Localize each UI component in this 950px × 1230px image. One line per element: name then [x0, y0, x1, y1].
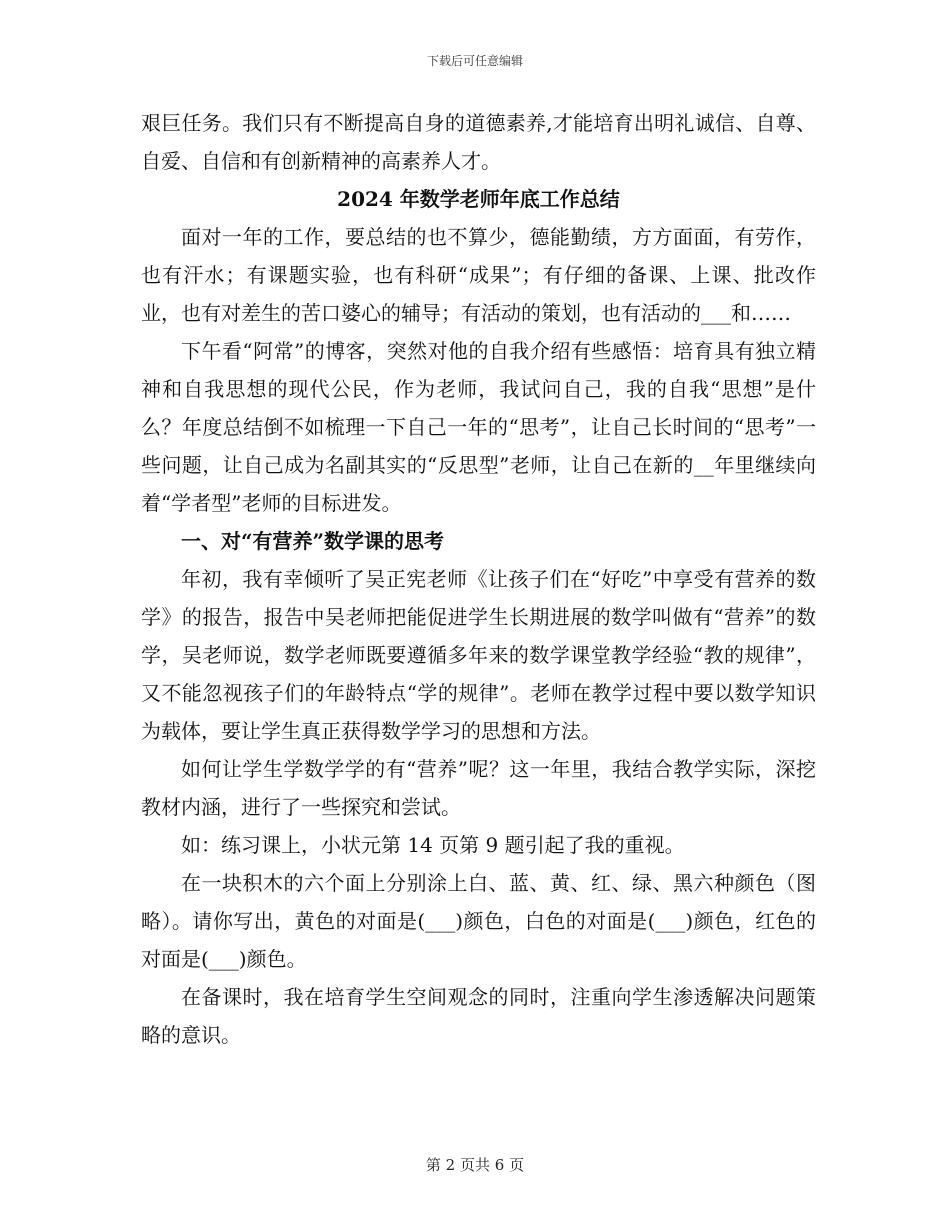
document-body — [141, 104, 816, 1054]
section-heading: 一、对“有营养”数学课的思考 — [181, 529, 445, 553]
paragraph: 年初，我有幸倾听了吴正宪老师《让孩子们在“好吃”中享受有营养的数学》的报告，报告中吴老师把能促进学生长期进展的数学叫做有“营养”的数学，吴老师说，数学老师既要遵循多年来的数学课堂教学经验“教的规律”，又不能忽视孩子们的年龄特点“学的规律”。老师在教学过程中要以数学知识为载体，要让学生真正获得数学学习的思想和方法。 — [141, 567, 816, 743]
paragraph: 下午看“阿常”的博客，突然对他的自我介绍有些感悟：培育具有独立精神和自我思想的现代公民，作为老师，我试问自己，我的自我“思想”是什么？年度总结倒不如梳理一下自己一年的“思考”，让自己长时间的“思考”一些问题，让自己成为名副其实的“反思型”老师，让自己在新的__年里继续向着“学者型”老师的目标进发。 — [141, 339, 816, 515]
paragraph: 如：练习课上，小状元第 14 页第 9 题引起了我的重视。 — [181, 833, 685, 857]
page-footer: 第 2 页共 6 页 — [425, 1156, 525, 1174]
document-title: 2024 年数学老师年底工作总结 — [337, 187, 620, 211]
paragraph: 在一块积木的六个面上分别涂上白、蓝、黄、红、绿、黑六种颜色（图略）。请你写出，黄色的对面是(___)颜色，白色的对面是(___)颜色，红色的对面是(___)颜色。 — [141, 871, 816, 971]
paragraph: 在备课时，我在培育学生空间观念的同时，注重向学生渗透解决问题策略的意识。 — [141, 985, 816, 1047]
paragraph-continuation: 艰巨任务。我们只有不断提高自身的道德素养,才能培育出明礼诚信、自尊、自爱、自信和有创新精神的高素养人才。 — [141, 111, 816, 173]
paragraph: 如何让学生学数学学的有“营养”呢？这一年里，我结合教学实际，深挖教材内涵，进行了一些探究和尝试。 — [141, 757, 816, 819]
paragraph: 面对一年的工作，要总结的也不算少，德能勤绩，方方面面，有劳作，也有汗水；有课题实验，也有科研“成果”；有仔细的备课、上课、批改作业，也有对差生的苦口婆心的辅导；有活动的策划，也有活动的___和…… — [141, 225, 816, 325]
page-header: 下载后可任意编辑 — [426, 54, 523, 68]
